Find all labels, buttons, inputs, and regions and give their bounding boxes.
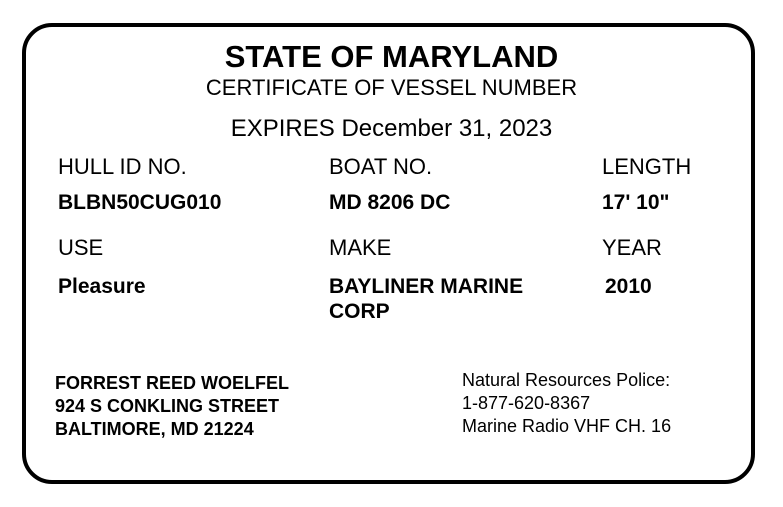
make-label: MAKE (329, 235, 392, 260)
contact-radio: Marine Radio VHF CH. 16 (462, 416, 672, 436)
use-value: Pleasure (58, 275, 146, 298)
year-value: 2010 (605, 275, 652, 298)
expiration-date: EXPIRES December 31, 2023 (230, 115, 553, 142)
document-type: CERTIFICATE OF VESSEL NUMBER (205, 75, 578, 100)
length-value: 17' 10" (602, 191, 670, 214)
boat-no-label: BOAT NO. (329, 154, 433, 179)
length-label: LENGTH (602, 154, 692, 179)
use-label: USE (58, 235, 104, 260)
owner-street: 924 S CONKLING STREET (55, 396, 280, 416)
hull-id-value: BLBN50CUG010 (58, 191, 222, 214)
hull-id-label: HULL ID NO. (58, 154, 187, 179)
year-label: YEAR (602, 235, 662, 260)
boat-no-value: MD 8206 DC (329, 191, 451, 214)
contact-phone: 1-877-620-8367 (462, 393, 591, 413)
make-value: BAYLINER MARINE CORP (329, 275, 524, 323)
state-title: STATE OF MARYLAND (224, 39, 559, 74)
contact-agency: Natural Resources Police: (462, 370, 671, 390)
owner-city-state-zip: BALTIMORE, MD 21224 (55, 419, 254, 439)
owner-name: FORREST REED WOELFEL (55, 373, 289, 393)
